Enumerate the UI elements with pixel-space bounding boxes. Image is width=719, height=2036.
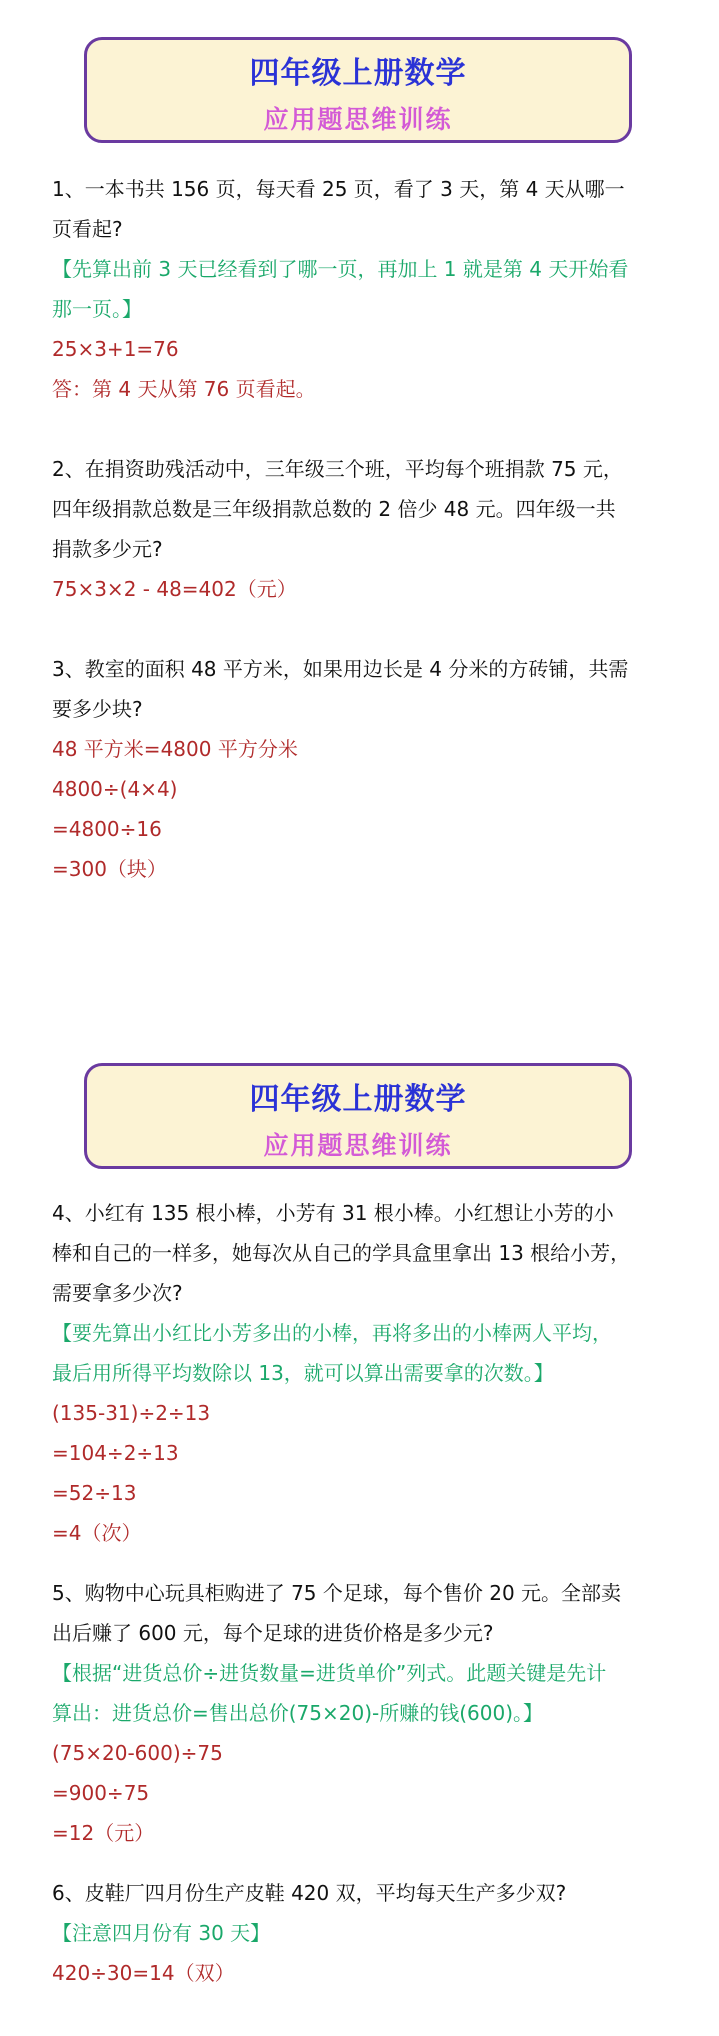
problem-5-hint: 【根据“进货总价÷进货数量=进货单价”列式。此题关键是先计: [52, 1661, 607, 1685]
problem-4-text: 棒和自己的一样多，她每次从自己的学具盒里拿出 13 根给小芳，: [52, 1241, 631, 1265]
problem-1-hint: 那一页。】: [52, 297, 142, 321]
problem-4-solution: =52÷13: [52, 1481, 137, 1505]
problem-5-solution: =12（元）: [52, 1821, 155, 1845]
problem-4-text: 4、小红有 135 根小棒，小芳有 31 根小棒。小红想让小芳的小: [52, 1201, 614, 1225]
problem-5-hint: 算出：进货总价=售出总价(75×20)-所赚的钱(600)。】: [52, 1701, 544, 1725]
problem-6-text: 6、皮鞋厂四月份生产皮鞋 420 双，平均每天生产多少双?: [52, 1881, 567, 1905]
problem-2-text: 四年级捐款总数是三年级捐款总数的 2 倍少 48 元。四年级一共: [52, 497, 616, 521]
problem-6-solution: 420÷30=14（双）: [52, 1961, 235, 1985]
problem-2-text: 捐款多少元?: [52, 537, 163, 561]
problem-5-solution: =900÷75: [52, 1781, 150, 1805]
banner-subtitle: 应用题思维训练: [263, 105, 453, 134]
problem-4-text: 需要拿多少次?: [52, 1281, 183, 1305]
problem-6-hint: 【注意四月份有 30 天】: [52, 1921, 271, 1945]
problem-4-hint: 最后用所得平均数除以 13，就可以算出需要拿的次数。】: [52, 1361, 554, 1385]
problem-3-solution: =300（块）: [52, 857, 167, 881]
title-banner-1: [84, 37, 632, 143]
problem-3-text: 3、教室的面积 48 平方米，如果用边长是 4 分米的方砖铺，共需: [52, 657, 629, 681]
problem-4-solution: (135-31)÷2÷13: [52, 1401, 211, 1425]
problem-1-hint: 【先算出前 3 天已经看到了哪一页，再加上 1 就是第 4 天开始看: [52, 257, 629, 281]
problem-3-solution: 48 平方米=4800 平方分米: [52, 737, 298, 761]
problem-4-solution: =4（次）: [52, 1521, 142, 1545]
banner-subtitle: 应用题思维训练: [263, 1131, 453, 1160]
problem-3-solution: =4800÷16: [52, 817, 162, 841]
problem-1-answer: 答：第 4 天从第 76 页看起。: [52, 377, 316, 401]
problem-1-solution: 25×3+1=76: [52, 337, 179, 361]
banner-title: 四年级上册数学: [249, 1082, 467, 1117]
problem-4-hint: 【要先算出小红比小芳多出的小棒，再将多出的小棒两人平均，: [52, 1321, 612, 1345]
problem-5-solution: (75×20-600)÷75: [52, 1741, 223, 1765]
problem-4-solution: =104÷2÷13: [52, 1441, 179, 1465]
problem-2-text: 2、在捐资助残活动中，三年级三个班，平均每个班捐款 75 元，: [52, 457, 623, 481]
problem-1-text: 1、一本书共 156 页，每天看 25 页，看了 3 天，第 4 天从哪一: [52, 177, 625, 201]
problem-2-solution: 75×3×2 - 48=402（元）: [52, 577, 297, 601]
banner-title: 四年级上册数学: [249, 56, 467, 91]
problem-5-text: 出后赚了 600 元，每个足球的进货价格是多少元?: [52, 1621, 494, 1645]
problem-3-solution: 4800÷(4×4): [52, 777, 178, 801]
problem-5-text: 5、购物中心玩具柜购进了 75 个足球，每个售价 20 元。全部卖: [52, 1581, 622, 1605]
problem-3-text: 要多少块?: [52, 697, 143, 721]
title-banner-2: [84, 1063, 632, 1169]
problem-1-text: 页看起?: [52, 217, 123, 241]
